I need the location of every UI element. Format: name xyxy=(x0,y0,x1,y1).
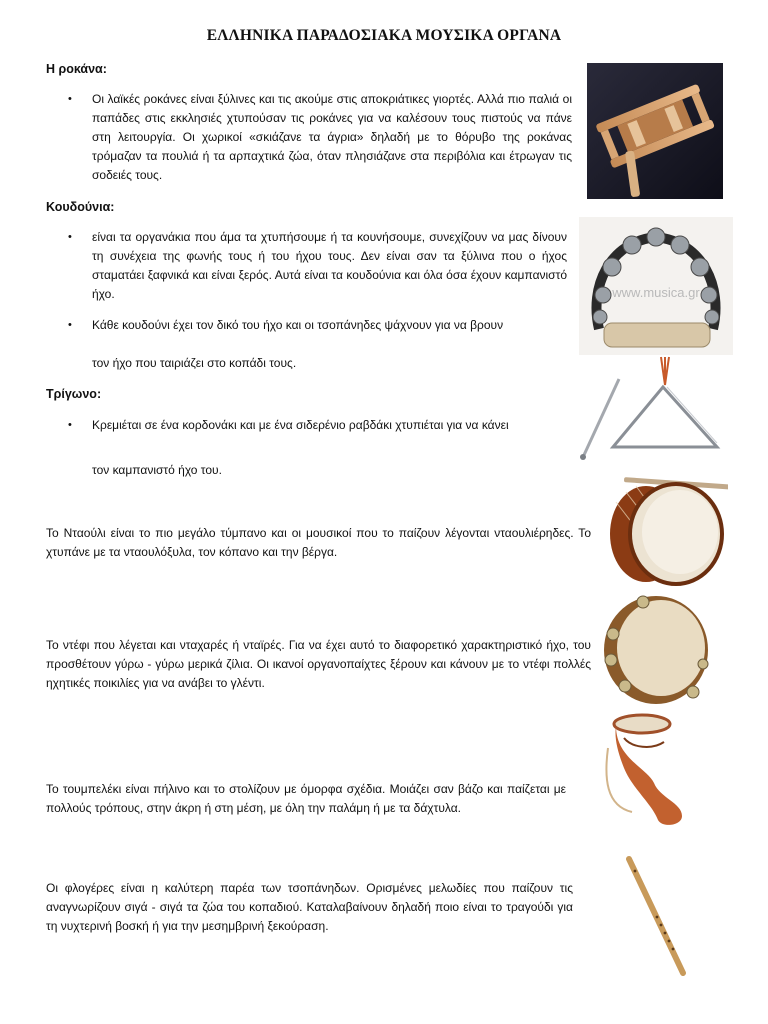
trigono-text-b: τον καμπανιστό ήχο του. xyxy=(92,463,222,477)
koudounia-heading: Κουδούνια: xyxy=(46,200,115,214)
rokana-text: Οι λαϊκές ροκάνες είναι ξύλινες και τις ακούμε στις αποκριάτικες γιορτές. Αλλά πιο παλιά οι παπάδες στις εκκλησιές χτυπούσαν τις ροκάνες για να καλέσουν τους πιστούς να πάνε στη λειτουργία. Οι χωρικοί «σκιάζανε τα άγρια» δηλαδή με το θόρυβο της ροκάνας τρόμαζαν τα πουλιά ή τα αρπαχτικά ζώα, όταν πλησιάζανε στα περιβόλια και έτρωγαν τις σοδειές τους. xyxy=(92,92,572,182)
bells-image xyxy=(579,217,733,355)
toumbeleki-text: Το τουμπελέκι είναι πήλινο και το στολίζουν με όμορφα σχέδια. Μοιάζει σαν βάζο και παίζεται με πολλούς τρόπους, στην άκρη ή στη μέση, με όλη την παλάμη ή με τα δάχτυλα. xyxy=(46,782,566,815)
rokana-heading: Η ροκάνα: xyxy=(46,62,107,76)
floyeres-text: Οι φλογέρες είναι η καλύτερη παρέα των τσοπάνηδων. Ορισμένες μελωδίες που παίζουν τις αναγνωρίζουν σιγά - σιγά τα ζώα του κοπαδιού. Καταλαβαίνουν δηλαδή ποιο είναι το τραγούδι για τη νυχτερινή βοσκή ή για την μεσημβρινή ξεκούραση. xyxy=(46,881,573,933)
page-title: ΕΛΛΗΝΙΚΑ ΠΑΡΑΔΟΣΙΑΚΑ ΜΟΥΣΙΚΑ ΟΡΓΑΝΑ xyxy=(206,27,562,44)
ntaouli-text: Το Νταούλι είναι το πιο μεγάλο τύμπανο και οι μουσικοί που το παίζουν λέγονται νταουλιέρηδες. Το χτυπάνε με τα νταουλόξυλα, τον κόπανο και την βέργα. xyxy=(46,526,591,559)
trigono-text-a: Κρεμιέται σε ένα κορδονάκι και με ένα σιδερένιο ραβδάκι χτυπιέται για να κάνει xyxy=(92,418,509,432)
trigono-bullet: • xyxy=(68,419,72,431)
tambourine-image xyxy=(603,594,709,706)
koudounia-bullet-2: • xyxy=(68,319,72,331)
bells-watermark: www.musica.gr xyxy=(612,285,700,300)
koudounia-text-1: είναι τα οργανάκια που άμα τα χτυπήσουμε ή τα κουνήσουμε, συνεχίζουν να μας δίνουν τη συνέχεια της φωνής τους ή του ήχου τους. Δεν είναι σαν τα ξύλινα που ο ήχος σταματάει ξαφνικά και είναι ξερός. Αυτά είναι τα κουδούνια και όλα όσα έχουν καμπανιστό ήχο. xyxy=(92,230,567,301)
goblet-drum-image xyxy=(602,708,696,830)
triangle-image xyxy=(575,355,723,463)
rokana-bullet: • xyxy=(68,93,72,105)
koudounia-text-2b: τον ήχο που ταιριάζει στο κοπάδι τους. xyxy=(92,356,297,370)
koudounia-text-2a: Κάθε κουδούνι έχει τον δικό του ήχο και οι τσοπάνηδες ψάχνουν για να βρουν xyxy=(92,318,504,332)
flute-image xyxy=(621,855,691,977)
rattle-image xyxy=(587,63,723,199)
trigono-heading: Τρίγωνο: xyxy=(46,387,102,401)
koudounia-bullet-1: • xyxy=(68,231,72,243)
drum-image xyxy=(606,472,728,588)
ntefi-text: Το ντέφι που λέγεται και νταχαρές ή νταϊρές. Για να έχει αυτό το διαφορετικό χαρακτηριστικό ήχο, του προσθέτουν γύρω - γύρω μερικά ζίλια. Οι ικανοί οργανοπαίχτες ξέρουν και κάνουν με το ντέφι πολλές ηχητικές ποικιλίες για να ανάβει το γλέντι. xyxy=(46,638,591,690)
